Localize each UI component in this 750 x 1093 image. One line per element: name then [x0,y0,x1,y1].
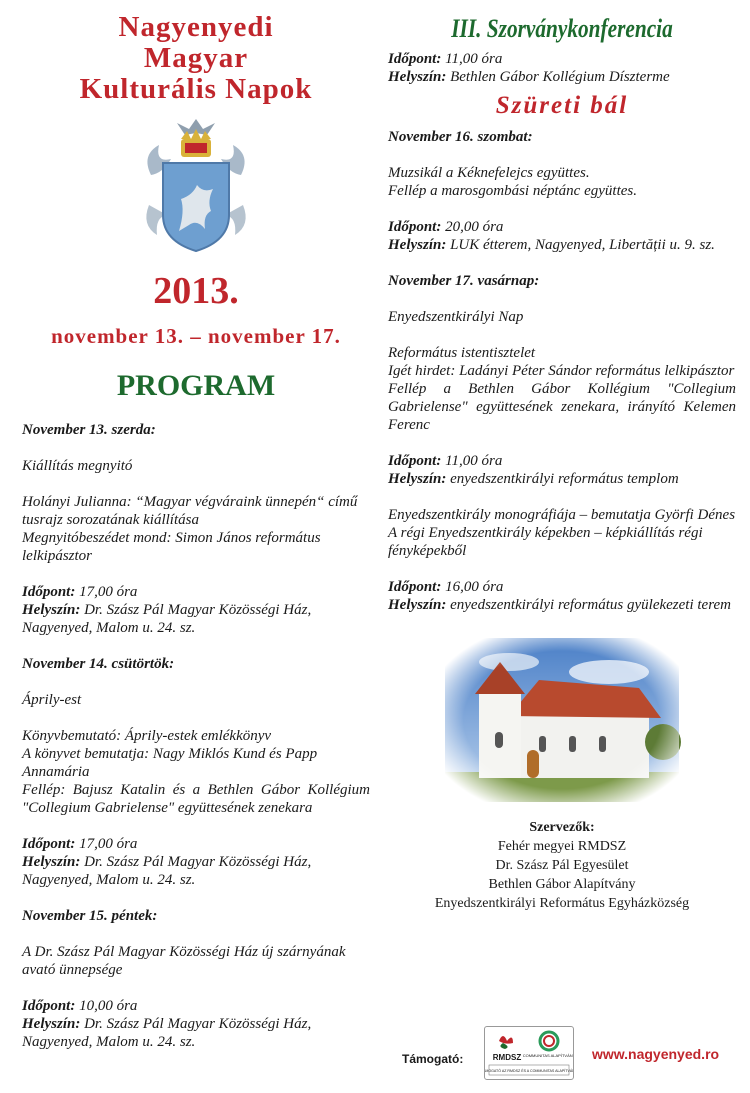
day-1-desc1: Holányi Julianna: “Magyar végváraink ünnepén“ című tusrajz sorozatának kiállítása [22,494,358,528]
day-1-heading: November 13. szerda: [22,422,156,438]
day-2-desc1: Könyvbemutató: Áprily-estek emlékkönyv [22,728,272,744]
logo-cc-text: COMMUNITAS ALAPÍTVÁNY [522,1053,573,1058]
day-3-time [22,997,370,1015]
time-value: 11,00 óra [441,453,503,469]
place-value: Dr. Szász Pál Magyar Közösségi Ház, Nagyenyed, Malom u. 24. sz. [22,602,312,636]
day-3-heading: November 15. péntek: [22,908,158,924]
title-line-3: Kulturális Napok [79,73,313,105]
day-1 [22,421,370,637]
logo-caption-text: TÁMOGATÓ AZ RMDSZ ÉS A COMMUNITAS ALAPÍTVÁNY [485,1069,573,1073]
place-label: Helyszín: [388,471,447,487]
time-label: Időpont: [22,584,76,600]
website-link[interactable]: www.nagyenyed.ro [592,1046,720,1062]
day-5-time-2 [388,578,736,596]
organizer-item: Bethlen Gábor Alapítvány [488,877,636,892]
title-line-1: Nagyenyedi [118,11,274,43]
day-5-place [388,470,736,488]
day-4-time [388,218,736,236]
program-heading: PROGRAM [116,369,276,402]
place-value: enyedszentkirályi református templom [446,471,679,487]
day-5-desc4: Enyedszentkirály monográfiája – bemutatja Györfi Dénes [388,507,736,523]
day-1-time [22,583,370,601]
place-label: Helyszín: [388,237,447,253]
time-label: Időpont: [388,453,442,469]
year: 2013. [153,270,239,312]
time-value: 11,00 óra [441,51,503,67]
place-label: Helyszín: [388,597,447,613]
place-value: LUK étterem, Nagyenyed, Libertății u. 9. sz. [446,237,715,253]
place-label: Helyszín: [22,854,81,870]
church-image [439,632,685,808]
right-column [388,0,736,913]
day-3-place [22,1015,370,1051]
day-2-time [22,835,370,853]
day-2 [22,655,370,889]
day-5-place-2 [388,596,736,614]
place-value: Bethlen Gábor Kollégium Díszterme [446,69,670,85]
ball-title: Szüreti bál [495,92,629,119]
day-5 [388,272,736,614]
organizer-item: Fehér megyei RMDSZ [497,839,627,854]
day-4-heading: November 16. szombat: [388,129,533,145]
sponsor-logo-icon [485,1027,573,1079]
day-5-event: Enyedszentkirályi Nap [388,309,524,325]
day-2-heading: November 14. csütörtök: [22,656,175,672]
day-2-event: Áprily-est [22,692,82,708]
place-value: enyedszentkirályi református gyülekezeti terem [446,597,731,613]
logo-rmdsz-text: RMDSZ [492,1053,522,1062]
sponsor-logo [484,1026,574,1080]
support-label: Támogató: [402,1052,464,1066]
day-5-desc3: Fellép a Bethlen Gábor Kollégium "Collegium Gabrielense" együttesének zenekara, irányító Kelemen Ferenc [388,381,736,433]
day-3-event: A Dr. Szász Pál Magyar Közösségi Ház új szárnyának avató ünnepsége [22,944,346,978]
time-label: Időpont: [388,579,442,595]
date-range: november 13. – november 17. [51,324,341,348]
place-value: Dr. Szász Pál Magyar Közösségi Ház, Nagyenyed, Malom u. 24. sz. [22,1016,312,1050]
organizers [388,818,736,913]
coat-of-arms-icon [141,115,251,255]
place-label: Helyszín: [22,1016,81,1032]
left-column [22,0,370,1051]
footer [388,1024,738,1084]
day-4 [388,128,736,254]
day-3 [22,907,370,1051]
day-5-time [388,452,736,470]
time-label: Időpont: [388,51,442,67]
organizers-heading: Szervezők: [529,820,595,835]
time-value: 17,00 óra [75,584,138,600]
place-value: Dr. Szász Pál Magyar Közösségi Ház, Nagyenyed, Malom u. 24. sz. [22,854,312,888]
day-2-desc3: Fellép: Bajusz Katalin és a Bethlen Gábor Kollégium "Collegium Gabrielense" együttesének zenekara [22,782,370,816]
day-5-desc1: Református istentisztelet [388,345,536,361]
day-4-desc1: Muzsikál a Kéknefelejcs együttes. [388,165,590,181]
church-photo [439,632,685,808]
organizer-item: Enyedszentkirályi Református Egyházközség [434,896,690,911]
day-1-place [22,601,370,637]
day-4-desc2: Fellép a marosgombási néptánc együttes. [388,183,637,199]
conference-title: III. Szorványkonferencia [451,14,673,43]
time-value: 10,00 óra [75,998,138,1014]
time-label: Időpont: [22,836,76,852]
event-title [22,12,370,105]
day-2-desc2: A könyvet bemutatja: Nagy Miklós Kund és Papp Annamária [22,746,318,780]
place-label: Helyszín: [22,602,81,618]
time-label: Időpont: [388,219,442,235]
day-1-desc2: Megnyitóbeszédet mond: Simon János református lelkipásztor [22,530,321,564]
organizer-item: Dr. Szász Pál Egyesület [495,858,629,873]
time-value: 16,00 óra [441,579,504,595]
time-value: 20,00 óra [441,219,504,235]
title-line-2: Magyar [143,42,249,74]
place-label: Helyszín: [388,69,447,85]
day-2-place [22,853,370,889]
time-value: 17,00 óra [75,836,138,852]
day-4-place [388,236,736,254]
time-label: Időpont: [22,998,76,1014]
day-1-event: Kiállítás megnyitó [22,458,133,474]
conference-time [388,50,736,68]
day-5-heading: November 17. vasárnap: [388,273,540,289]
day-5-desc5: A régi Enyedszentkirály képekben – képkiállítás régi fényképekből [388,525,703,559]
conference-place [388,68,736,86]
day-5-desc2: Igét hirdet: Ladányi Péter Sándor református lelkipásztor [388,363,735,379]
